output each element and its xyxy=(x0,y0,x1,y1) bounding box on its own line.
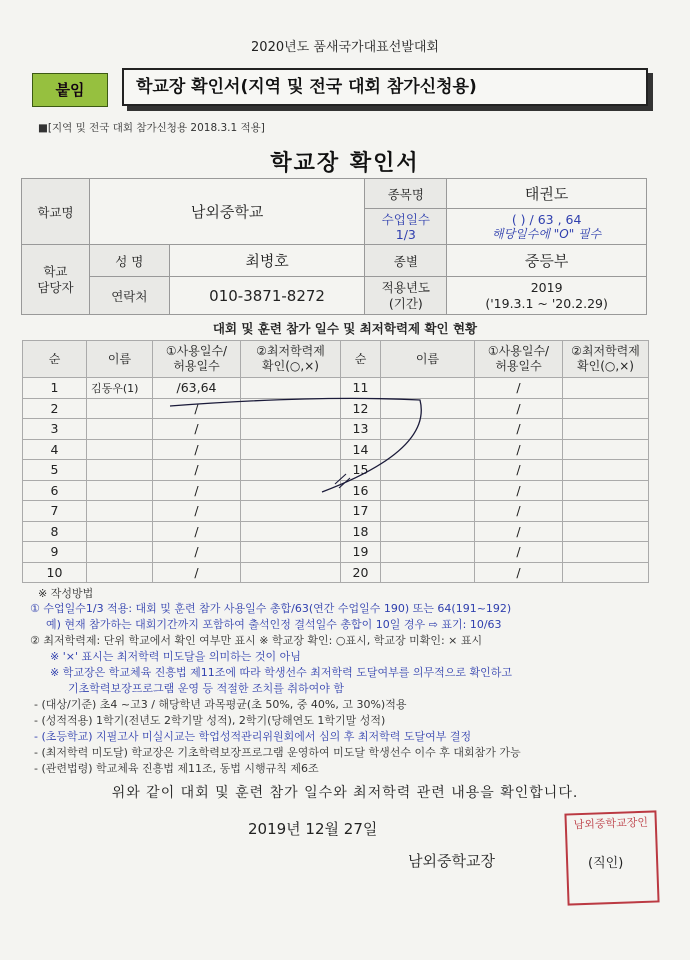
event-label: 종목명 xyxy=(365,179,447,209)
attachment-badge: 붙임 xyxy=(32,73,108,107)
row-no: 10 xyxy=(23,562,87,583)
row-no: 12 xyxy=(341,398,381,419)
header-no-left: 순 xyxy=(23,341,87,378)
header-days-right: ①사용일수/ 허용일수 xyxy=(475,341,563,378)
header-days-left: ①사용일수/ 허용일수 xyxy=(153,341,241,378)
year-label: 적용년도 (기간) xyxy=(365,277,447,315)
instruction-9: - (초등학교) 지필고사 미실시교는 학업성적관리위원회에서 심의 후 최저학력 도달여부 결정 xyxy=(34,730,472,743)
instruction-2: 예) 현재 참가하는 대회기간까지 포함하여 출석인정 결석일수 총합이 10일 경우 ⇨ 표기: 10/63 xyxy=(46,618,502,631)
class-days-value: ( ) / 63 , 64 xyxy=(511,211,582,227)
issue-date: 2019년 12월 27일 xyxy=(248,820,378,838)
row-no: 19 xyxy=(341,542,381,563)
contact-value: 010-3871-8272 xyxy=(169,277,365,315)
period-value: ('19.3.1 ~ '20.2.29) xyxy=(485,295,608,311)
instruction-3: ② 최저학력제: 단위 학교에서 확인 여부만 표시 ※ 학교장 확인: ○표시, 학교장 미확인: × 표시 xyxy=(30,634,483,647)
row-days: / xyxy=(475,480,563,501)
row-no: 2 xyxy=(23,398,87,419)
row-days: / xyxy=(475,460,563,481)
name-label: 성 명 xyxy=(89,245,169,277)
category-label: 종별 xyxy=(365,245,447,277)
row-no: 17 xyxy=(341,501,381,522)
row-days: / xyxy=(153,501,241,522)
instruction-8: - (성적적용) 1학기(전년도 2학기말 성적), 2학기(당해연도 1학기말 성적) xyxy=(34,714,386,727)
row-no: 20 xyxy=(341,562,381,583)
header-min-left: ②최저학력제 확인(○,×) xyxy=(241,341,341,378)
row-days: / xyxy=(153,460,241,481)
class-days-hint: 해당일수에 "O" 필수 xyxy=(492,226,602,241)
row-days: / xyxy=(153,419,241,440)
row-no: 6 xyxy=(23,480,87,501)
year-value: 2019 xyxy=(530,279,563,295)
row-days: / xyxy=(153,562,241,583)
row-days: / xyxy=(475,542,563,563)
seal-label: (직인) xyxy=(588,856,624,871)
instruction-11: - (관련법령) 학교체육 진흥법 제11조, 동법 시행규칙 제6조 xyxy=(34,762,319,775)
row-days: / xyxy=(153,521,241,542)
school-label: 학교명 xyxy=(22,179,90,245)
header-min-right: ②최저학력제 확인(○,×) xyxy=(563,341,649,378)
row-days: / xyxy=(153,439,241,460)
row-days: / xyxy=(475,501,563,522)
row-no: 14 xyxy=(341,439,381,460)
header-name-right: 이름 xyxy=(381,341,475,378)
row-days: / xyxy=(475,419,563,440)
section-title: 대회 및 훈련 참가 일수 및 최저학력제 확인 현황 xyxy=(212,321,478,336)
name-value: 최병호 xyxy=(169,245,365,277)
header-no-right: 순 xyxy=(341,341,381,378)
teacher-label: 학교 담당자 xyxy=(22,245,90,315)
row-no: 7 xyxy=(23,501,87,522)
row-no: 8 xyxy=(23,521,87,542)
instruction-1: ① 수업일수1/3 적용: 대회 및 훈련 참가 사용일수 총합/63(연간 수업일수 190) 또는 64(191~192) xyxy=(30,602,512,615)
row-days: /63,64 xyxy=(153,378,241,399)
row-no: 9 xyxy=(23,542,87,563)
instruction-4: ※ '×' 표시는 최저학력 미도달을 의미하는 것이 아님 xyxy=(50,650,301,663)
row-no: 13 xyxy=(341,419,381,440)
row-days: / xyxy=(153,480,241,501)
instruction-5: ※ 학교장은 학교체육 진흥법 제11조에 따라 학생선수 최저학력 도달여부를 의무적으로 확인하고 xyxy=(50,666,512,679)
event-title: 2020년도 품새국가대표선발대회 xyxy=(251,40,439,55)
row-days: / xyxy=(475,521,563,542)
row-no: 3 xyxy=(23,419,87,440)
instruction-7: - (대상/기준) 초4 ~고3 / 해당학년 과목평균(초 50%, 중 40%, 고 30%)적용 xyxy=(34,698,407,711)
official-stamp: 남외중학교장인 xyxy=(564,810,659,905)
row-days: / xyxy=(153,542,241,563)
row-days: / xyxy=(475,562,563,583)
row-no: 18 xyxy=(341,521,381,542)
event-value: 태권도 xyxy=(447,179,647,209)
row-days: / xyxy=(153,398,241,419)
category-value: 중등부 xyxy=(447,245,647,277)
document-title: 학교장 확인서 xyxy=(270,151,420,176)
instruction-10: - (최저학력 미도달) 학교장은 기초학력보장프로그램 운영하여 미도달 학생선수 이수 후 대회참가 가능 xyxy=(34,746,521,759)
form-note: ■[지역 및 전국 대회 참가신청용 2018.3.1 적용] xyxy=(38,122,265,134)
instruction-6: 기초학력보장프로그램 운영 등 적절한 조치를 취하여야 함 xyxy=(68,682,345,695)
principal-title: 남외중학교장 xyxy=(408,852,495,870)
row-days: / xyxy=(475,378,563,399)
strike-line xyxy=(170,398,421,492)
row-no: 4 xyxy=(23,439,87,460)
row-no: 11 xyxy=(341,378,381,399)
form-title: 학교장 확인서(지역 및 전국 대회 참가신청용) xyxy=(122,68,648,106)
contact-label: 연락처 xyxy=(89,277,169,315)
row-days: / xyxy=(475,439,563,460)
confirmation-text: 위와 같이 대회 및 훈련 참가 일수와 최저학력 관련 내용을 확인합니다. xyxy=(111,785,579,801)
row-days: / xyxy=(475,398,563,419)
row-no: 1 xyxy=(23,378,87,399)
school-value: 남외중학교 xyxy=(89,179,365,245)
row-no: 5 xyxy=(23,460,87,481)
header-name-left: 이름 xyxy=(87,341,153,378)
row-name: 김동우(1) xyxy=(87,378,153,399)
instructions-heading: ※ 작성방법 xyxy=(38,587,94,600)
row-no: 15 xyxy=(341,460,381,481)
class-days-label: 수업일수 1/3 xyxy=(365,209,447,245)
row-no: 16 xyxy=(341,480,381,501)
